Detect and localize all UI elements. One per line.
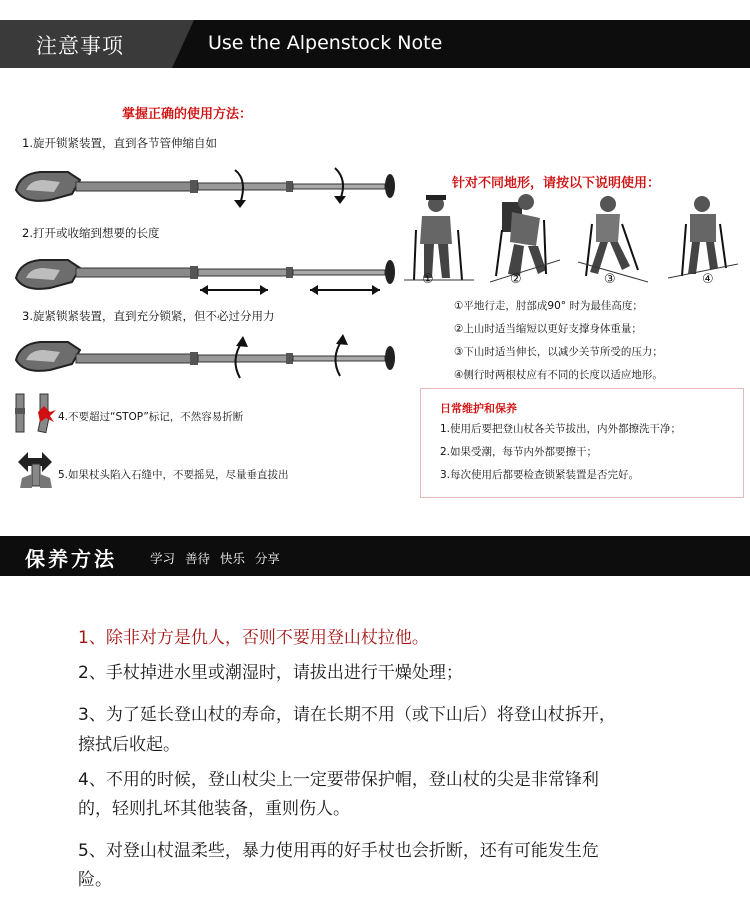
care-item-5: 5、对登山杖温柔些，暴力使用再的好手杖也会折断，还有可能发生危 xyxy=(78,841,599,861)
care-item-1: 1、除非对方是仇人，否则不要用登山杖拉他。 xyxy=(78,628,429,648)
care-tags: 学习 善待 快乐 分享 xyxy=(150,551,280,566)
walker-flat-figure xyxy=(404,190,474,285)
maintenance-item-2: 2.如果受潮，每节内外都要擦干； xyxy=(440,446,598,458)
terrain-marker-4: ④ xyxy=(702,272,714,287)
section-header-notes xyxy=(0,20,750,68)
walker-downhill-figure xyxy=(578,190,648,285)
walker-sideways-figure xyxy=(668,190,738,285)
pole-lock-illustration xyxy=(10,330,400,386)
care-item-3: 3、为了延长登山杖的寿命，请在长期不用（或下山后）将登山杖拆开， xyxy=(78,705,616,725)
section-header-care xyxy=(0,536,750,576)
terrain-marker-1: ① xyxy=(422,272,434,287)
usage-heading: 掌握正确的使用方法： xyxy=(122,107,253,122)
terrain-note-2: ②上山时适当缩短以更好支撑身体重量； xyxy=(454,323,642,335)
terrain-note-3: ③下山时适当伸长，以减少关节所受的压力； xyxy=(454,346,663,358)
maintenance-heading: 日常维护和保养 xyxy=(440,402,517,415)
usage-step-4: 4.不要超过“STOP”标记，不然容易折断 xyxy=(58,411,244,423)
stop-mark-icon xyxy=(12,392,58,436)
maintenance-item-1: 1.使用后要把登山杖各关节拔出，内外都擦洗干净； xyxy=(440,423,682,435)
pole-unlock-illustration xyxy=(10,160,400,216)
care-item-2: 2、手杖掉进水里或潮湿时，请拔出进行干燥处理； xyxy=(78,663,463,683)
pole-adjust-illustration xyxy=(10,248,400,304)
page-subtitle: Use the Alpenstock Note xyxy=(208,32,443,54)
terrain-note-1: ①平地行走，肘部成90° 时为最佳高度； xyxy=(454,300,643,312)
pull-out-icon xyxy=(12,448,58,492)
walker-uphill-figure xyxy=(490,190,560,285)
usage-step-3: 3.旋紧锁紧装置，直到充分锁紧，但不必过分用力 xyxy=(22,309,275,323)
care-item-4: 4、不用的时候，登山杖尖上一定要带保护帽，登山杖的尖是非常锋利 xyxy=(78,770,599,790)
care-item-4-cont: 的，轻则扎坏其他装备，重则伤人。 xyxy=(78,799,350,819)
care-title: 保养方法 xyxy=(25,547,117,571)
usage-step-2: 2.打开或收缩到想要的长度 xyxy=(22,226,160,240)
maintenance-item-3: 3.每次使用后都要检查锁紧装置是否完好。 xyxy=(440,469,640,481)
care-item-3-cont: 擦拭后收起。 xyxy=(78,735,180,755)
terrain-note-4: ④侧行时两根杖应有不同的长度以适应地形。 xyxy=(454,369,663,381)
terrain-marker-2: ② xyxy=(510,272,522,287)
usage-step-1: 1.旋开锁紧装置，直到各节管伸缩自如 xyxy=(22,136,217,150)
care-item-5-cont: 险。 xyxy=(78,870,112,890)
terrain-marker-3: ③ xyxy=(604,272,616,287)
usage-step-5: 5.如果杖头陷入石缝中，不要摇晃，尽量垂直拔出 xyxy=(58,469,289,481)
page-title: 注意事项 xyxy=(36,34,124,58)
terrain-heading: 针对不同地形，请按以下说明使用： xyxy=(452,176,661,191)
